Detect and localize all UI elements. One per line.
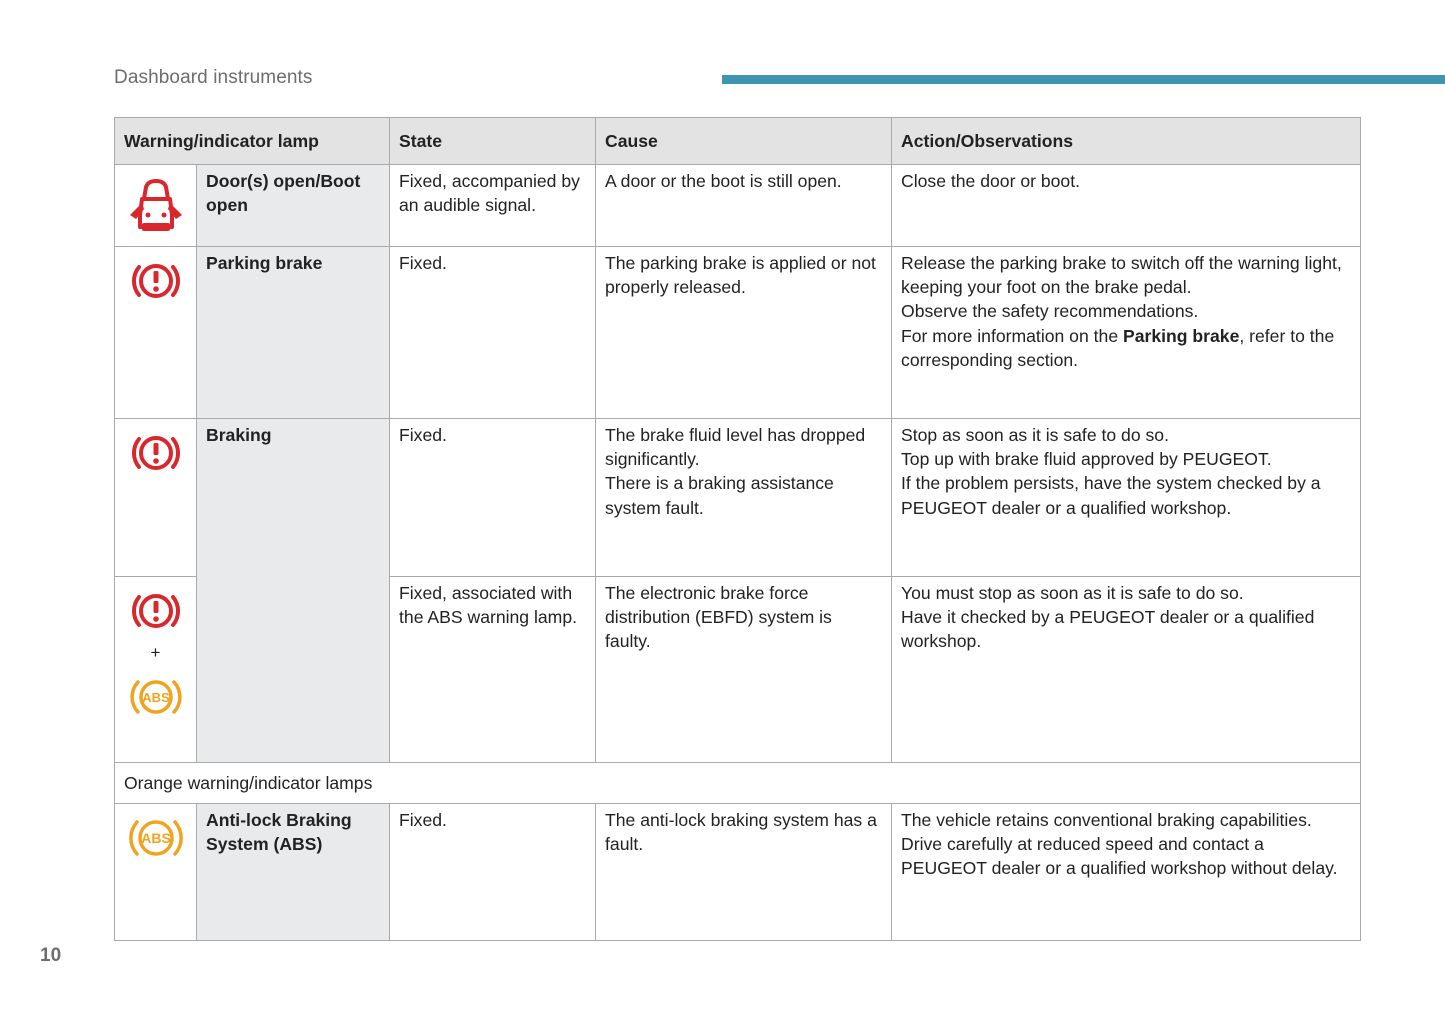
lamp-state: Fixed, accompanied by an audible signal. [390,165,596,247]
action-line: Stop as soon as it is safe to do so. [901,425,1169,445]
svg-text:ABS: ABS [140,830,171,846]
lamp-cause: A door or the boot is still open. [596,165,892,247]
lamp-action [892,577,1361,763]
page-number: 10 [40,945,62,966]
cause-line: The brake fluid level has dropped significantly. [605,425,866,470]
svg-text:ABS: ABS [141,690,170,705]
reference-link-parking-brake: Parking brake [1123,325,1240,346]
action-line: Top up with brake fluid approved by PEUGEOT. [901,449,1272,470]
lamp-name: Braking [197,419,390,763]
lamp-icon-cell [115,419,197,577]
lamp-icon-cell [115,165,197,247]
lamp-cause: The parking brake is applied or not properly released. [596,247,892,419]
lamp-icon-cell [115,577,197,763]
lamp-action [892,804,1361,941]
brake-warning-icon [130,431,182,475]
lamp-state: Fixed, associated with the ABS warning lamp. [390,577,596,763]
lamp-cause: The electronic brake force distribution (EBFD) system is faulty. [596,577,892,763]
lamp-cause: The anti-lock braking system has a fault. [596,804,892,941]
action-line: Observe the safety recommendations. [901,301,1199,322]
action-line: If the problem persists, have the system checked by a PEUGEOT dealer or a qualified workshop. [901,473,1321,518]
lamp-cause [596,419,892,577]
action-line: Drive carefully at reduced speed and contact a PEUGEOT dealer or a qualified workshop without delay. [901,834,1338,879]
table-row [115,247,1361,419]
lamp-name: Anti-lock Braking System (ABS) [197,804,390,941]
lamp-action [892,419,1361,577]
section-row [115,763,1361,804]
lamp-state: Fixed. [390,419,596,577]
column-header-state: State [390,118,596,165]
abs-warning-icon [126,814,186,862]
section-label-orange-lamps: Orange warning/indicator lamps [115,763,1361,804]
plus-sign: + [150,643,161,662]
action-line: Release the parking brake to switch off the warning light, keeping your foot on the brake pedal. [901,253,1342,298]
lamp-state: Fixed. [390,247,596,419]
table-row [115,165,1361,247]
brake-warning-icon [130,589,182,633]
lamp-icon-cell [115,804,197,941]
lamp-action [892,247,1361,419]
header-accent-bar [722,75,1445,84]
table-row [115,419,1361,577]
lamp-action: Close the door or boot. [892,165,1361,247]
cause-line: There is a braking assistance system fault. [605,473,834,518]
action-reference: For more information on the Parking brake, refer to the corresponding section. [901,325,1335,370]
action-line: Have it checked by a PEUGEOT dealer or a qualified workshop. [901,607,1315,652]
table-row [115,804,1361,941]
door-open-icon [126,175,186,237]
section-title: Dashboard instruments [114,67,313,88]
column-header-lamp: Warning/indicator lamp [115,118,390,165]
action-line: The vehicle retains conventional braking capabilities. [901,810,1312,830]
lamp-name: Parking brake [197,247,390,419]
lamp-icon-cell [115,247,197,419]
table-header-row [115,118,1361,165]
brake-warning-icon [130,259,182,303]
column-header-action: Action/Observations [892,118,1361,165]
lamp-name: Door(s) open/Boot open [197,165,390,247]
column-header-cause: Cause [596,118,892,165]
warning-lamps-table [114,117,1361,941]
action-line: You must stop as soon as it is safe to do so. [901,583,1244,603]
lamp-state: Fixed. [390,804,596,941]
abs-warning-icon [128,675,184,719]
